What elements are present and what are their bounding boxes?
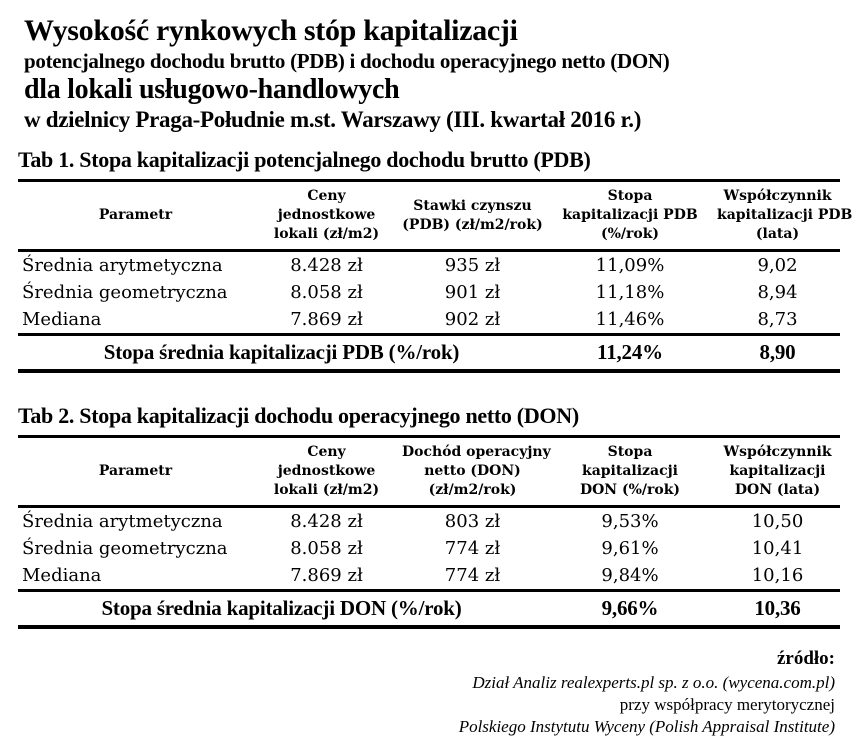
cell-noi: 774 zł: [444, 537, 501, 559]
table-row: [18, 306, 840, 335]
cell-rent-rate: 901 zł: [444, 282, 501, 304]
header-line: Współczynnik: [723, 444, 832, 461]
cell-parameter: Mediana: [22, 309, 102, 331]
cell-parameter: Średnia arytmetyczna: [22, 255, 223, 277]
cell-parameter: Średnia arytmetyczna: [22, 510, 223, 532]
don-summary-rate: 9,66%: [601, 595, 659, 620]
document-title: [24, 14, 840, 133]
don-summary-row: [18, 590, 840, 627]
source-line-institute: Polskiego Instytutu Wyceny (Polish Appraisal Institute): [458, 717, 835, 737]
cell-unit-price: 7.869 zł: [290, 309, 363, 331]
header-line: (PDB) (zł/m2/rok): [402, 216, 543, 233]
source-heading: źródło:: [776, 647, 835, 669]
header-line: Ceny: [307, 188, 346, 205]
header-line: jednostkowe: [277, 463, 376, 480]
cell-cap-rate: 11,09%: [595, 255, 665, 277]
cell-cap-coefficient: 9,02: [757, 255, 798, 277]
pdb-col-header-cap-coefficient: [715, 181, 853, 251]
pdb-summary-rate: 11,24%: [597, 340, 663, 365]
header-line: kapitalizacji: [729, 463, 826, 480]
cell-unit-price: 7.869 zł: [290, 564, 363, 586]
header-line: lokali (zł/m2): [273, 481, 380, 498]
header-line: Stawki czynszu: [413, 197, 532, 214]
header-line: netto (DON): [424, 463, 521, 480]
cell-cap-coefficient: 8,94: [757, 282, 798, 304]
header-line: DON (lata): [734, 481, 821, 498]
cell-cap-rate: 9,61%: [601, 537, 659, 559]
pdb-summary-coefficient: 8,90: [759, 340, 796, 365]
header-line: Parametr: [98, 207, 173, 224]
pdb-col-header-cap-rate: [545, 181, 715, 251]
table-row: [18, 506, 840, 535]
table-row: [18, 535, 840, 562]
cell-cap-rate: 11,46%: [595, 309, 665, 331]
cell-noi: 803 zł: [444, 510, 501, 532]
cell-cap-coefficient: 10,50: [751, 510, 804, 532]
cell-cap-coefficient: 10,16: [751, 564, 804, 586]
pdb-summary-row: [18, 335, 840, 372]
cell-unit-price: 8.058 zł: [290, 537, 363, 559]
pdb-summary-label: Stopa średnia kapitalizacji PDB (%/rok): [103, 340, 460, 365]
header-line: kapitalizacji PDB: [717, 207, 853, 224]
header-line: Współczynnik: [723, 188, 832, 205]
document-title-line-3: dla lokali usługowo-handlowych: [24, 73, 400, 105]
table-row: [18, 279, 840, 306]
table-row: [18, 562, 840, 591]
header-line: lokali (zł/m2): [273, 226, 380, 243]
source-line-cooperation: przy współpracy merytorycznej: [619, 694, 835, 714]
cell-unit-price: 8.428 zł: [290, 255, 363, 277]
pdb-header-row: [18, 181, 840, 251]
don-col-header-cap-coefficient: [715, 437, 840, 507]
cell-rent-rate: 902 zł: [444, 309, 501, 331]
don-summary-label: Stopa średnia kapitalizacji DON (%/rok): [101, 595, 462, 620]
don-col-header-unit-prices: [253, 437, 400, 507]
header-line: kapitalizacji: [582, 463, 678, 480]
don-table-caption: Tab 2. Stopa kapitalizacji dochodu operacyjnego netto (DON): [18, 403, 579, 429]
cell-cap-rate: 9,53%: [601, 510, 659, 532]
don-col-header-noi: [400, 437, 551, 507]
source-block: [24, 647, 840, 739]
document-title-line-4: w dzielnicy Praga-Południe m.st. Warszawy (III. kwartał 2016 r.): [24, 106, 642, 132]
header-line: (zł/m2/rok): [428, 481, 517, 498]
document-title-line-2: potencjalnego dochodu brutto (PDB) i dochodu operacyjnego netto (DON): [24, 48, 670, 73]
header-line: (%/rok): [600, 226, 660, 243]
cell-noi: 774 zł: [444, 564, 501, 586]
pdb-col-header-unit-prices: [253, 181, 400, 251]
don-header-row: [18, 437, 840, 507]
cell-cap-coefficient: 8,73: [757, 309, 798, 331]
cell-cap-rate: 11,18%: [595, 282, 665, 304]
pdb-col-header-rent-rates: [400, 181, 545, 251]
header-line: Parametr: [98, 463, 173, 480]
don-summary-coefficient: 10,36: [754, 595, 801, 620]
header-line: Stopa: [607, 444, 653, 461]
don-col-header-parameter: [18, 437, 253, 507]
source-line-company: Dział Analiz realexperts.pl sp. z o.o. (wycena.com.pl): [472, 672, 835, 692]
pdb-table: [18, 179, 853, 373]
pdb-table-caption: Tab 1. Stopa kapitalizacji potencjalnego dochodu brutto (PDB): [18, 147, 591, 173]
cell-cap-rate: 9,84%: [601, 564, 659, 586]
document-title-line-1: Wysokość rynkowych stóp kapitalizacji: [24, 14, 518, 47]
header-line: jednostkowe: [277, 207, 376, 224]
header-line: Stopa: [607, 188, 653, 205]
header-line: Dochód operacyjny: [402, 444, 551, 461]
cell-unit-price: 8.428 zł: [290, 510, 363, 532]
don-col-header-cap-rate: [545, 437, 715, 507]
cell-cap-coefficient: 10,41: [751, 537, 804, 559]
cell-rent-rate: 935 zł: [444, 255, 501, 277]
pdb-col-header-parameter: [18, 181, 253, 251]
header-line: DON (%/rok): [579, 481, 681, 498]
header-line: Ceny: [307, 444, 346, 461]
table-row: [18, 251, 840, 280]
header-line: (lata): [755, 226, 800, 243]
cell-parameter: Mediana: [22, 564, 102, 586]
cell-parameter: Średnia geometryczna: [22, 282, 228, 304]
cell-parameter: Średnia geometryczna: [22, 537, 228, 559]
header-line: kapitalizacji PDB: [562, 207, 698, 224]
don-table: [18, 435, 840, 629]
cell-unit-price: 8.058 zł: [290, 282, 363, 304]
